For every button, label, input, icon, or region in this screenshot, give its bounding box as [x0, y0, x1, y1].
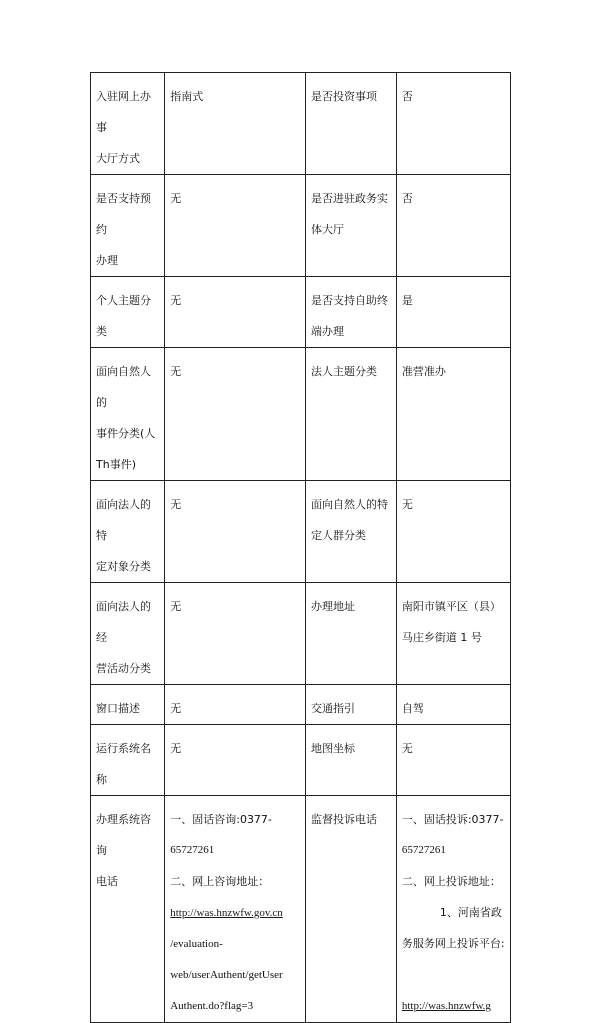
- field-value-line: 无: [170, 498, 182, 511]
- field-label-line: 个人主题分类: [96, 294, 151, 338]
- field-label-line: 端办理: [310, 325, 344, 338]
- field-label: [305, 583, 396, 685]
- table-row: [91, 277, 511, 348]
- field-value: [165, 348, 306, 481]
- field-label-line: 面向自然人的: [96, 365, 151, 409]
- field-label-line: 是否投资事项: [310, 90, 377, 103]
- label-line: 电话: [96, 875, 118, 888]
- field-label: [305, 685, 396, 725]
- field-value: [396, 583, 510, 685]
- field-label: [91, 583, 165, 685]
- field-value: [396, 73, 510, 175]
- field-label: [91, 481, 165, 583]
- field-value-line: 指南式: [170, 90, 204, 103]
- field-label: [91, 348, 165, 481]
- complaint-platform-line: 务服务网上投诉平台:: [401, 937, 505, 950]
- field-label: [305, 481, 396, 583]
- field-label-line: 地图坐标: [310, 742, 355, 755]
- field-value-line: 无: [401, 742, 413, 755]
- field-label-line: 面向法人的经: [96, 600, 151, 644]
- table-row-last: [91, 796, 511, 1023]
- field-value: [165, 277, 306, 348]
- value-complaint-phone: [396, 796, 510, 1023]
- consult-url-part: /evaluation-: [170, 938, 223, 950]
- field-value: [396, 481, 510, 583]
- field-label-line: 营活动分类: [96, 662, 151, 675]
- field-label-line: 定对象分类: [96, 560, 151, 573]
- table-row: [91, 583, 511, 685]
- field-label: [91, 725, 165, 796]
- consult-url-part: web/userAuthent/getUser: [170, 969, 283, 981]
- field-value-line: 自驾: [401, 702, 424, 715]
- field-value: [165, 481, 306, 583]
- consult-web-label: 二、网上咨询地址：: [170, 875, 270, 888]
- field-label: [305, 348, 396, 481]
- field-value: [396, 685, 510, 725]
- complaint-web-label: 二、网上投诉地址：: [401, 875, 501, 888]
- field-label-line: 办理地址: [310, 600, 355, 613]
- value-consult-phone: [165, 796, 306, 1023]
- complaint-phone-number: 65727261: [401, 844, 446, 856]
- table-row: [91, 685, 511, 725]
- field-value-line: 无: [170, 600, 182, 613]
- label-consult-phone: [91, 796, 165, 1023]
- field-value: [165, 685, 306, 725]
- table-row: [91, 348, 511, 481]
- field-value: [165, 725, 306, 796]
- field-label-line: 大厅方式: [96, 152, 140, 165]
- field-label: [91, 685, 165, 725]
- field-label-line: 法人主题分类: [310, 365, 377, 378]
- field-label-line: Th事件): [96, 458, 136, 471]
- field-value-line: 无: [170, 702, 182, 715]
- complaint-phone-label: 一、固话投诉:0377-: [401, 813, 504, 826]
- field-value: [165, 583, 306, 685]
- field-value: [396, 725, 510, 796]
- label-complaint-phone: [305, 796, 396, 1023]
- consult-phone-label: 一、固话咨询:0377-: [170, 813, 272, 826]
- label-line: 监督投诉电话: [310, 813, 377, 826]
- consult-phone-number: 65727261: [170, 844, 215, 856]
- field-label: [305, 175, 396, 277]
- field-label-line: 定人群分类: [310, 529, 366, 542]
- field-label-line: 窗口描述: [96, 702, 140, 715]
- field-label-line: 是否进驻政务实: [310, 192, 388, 205]
- field-label: [305, 73, 396, 175]
- field-label: [305, 725, 396, 796]
- field-label-line: 交通指引: [310, 702, 355, 715]
- table-row: [91, 481, 511, 583]
- field-value-line: 无: [170, 365, 182, 378]
- field-value-line: 南阳市镇平区（县）: [401, 600, 501, 613]
- field-value-line: 无: [170, 192, 182, 205]
- field-value: [165, 175, 306, 277]
- field-value-line: 否: [401, 192, 413, 205]
- field-label-line: 办理: [96, 254, 118, 267]
- complaint-url-link[interactable]: http://was.hnzwfw.g: [401, 1000, 491, 1012]
- field-label: [91, 175, 165, 277]
- table-body: [91, 73, 511, 1023]
- field-label: [91, 277, 165, 348]
- field-value-line: 无: [170, 294, 182, 307]
- field-value-line: 准营准办: [401, 365, 446, 378]
- field-value: [396, 277, 510, 348]
- consult-url-part: Authent.do?flag=3: [170, 1000, 254, 1012]
- field-value-line: 无: [401, 498, 413, 511]
- field-label-line: 面向自然人的特: [310, 498, 388, 511]
- field-label-line: 是否支持自助终: [310, 294, 388, 307]
- table-row: [91, 73, 511, 175]
- field-value-line: 否: [401, 90, 413, 103]
- label-line: 办理系统咨询: [96, 813, 151, 857]
- field-value-line: 无: [170, 742, 182, 755]
- field-value-line: 马庄乡街道 1 号: [401, 631, 482, 644]
- field-value-line: 是: [401, 294, 413, 307]
- field-label-line: 运行系统名称: [96, 742, 151, 786]
- field-label-line: 入驻网上办事: [96, 90, 151, 134]
- field-label-line: 事件分类(人: [96, 427, 156, 440]
- field-label-line: 体大厅: [310, 223, 344, 236]
- field-label: [305, 277, 396, 348]
- field-value: [396, 348, 510, 481]
- consult-url-link[interactable]: http://was.hnzwfw.gov.cn: [170, 907, 283, 919]
- field-value: [396, 175, 510, 277]
- field-label-line: 面向法人的特: [96, 498, 151, 542]
- field-value: [165, 73, 306, 175]
- table-row: [91, 175, 511, 277]
- field-label: [91, 73, 165, 175]
- field-label-line: 是否支持预约: [96, 192, 151, 236]
- table-row: [91, 725, 511, 796]
- service-info-table: [90, 72, 511, 1023]
- complaint-platform-line: 1、河南省政: [439, 906, 502, 919]
